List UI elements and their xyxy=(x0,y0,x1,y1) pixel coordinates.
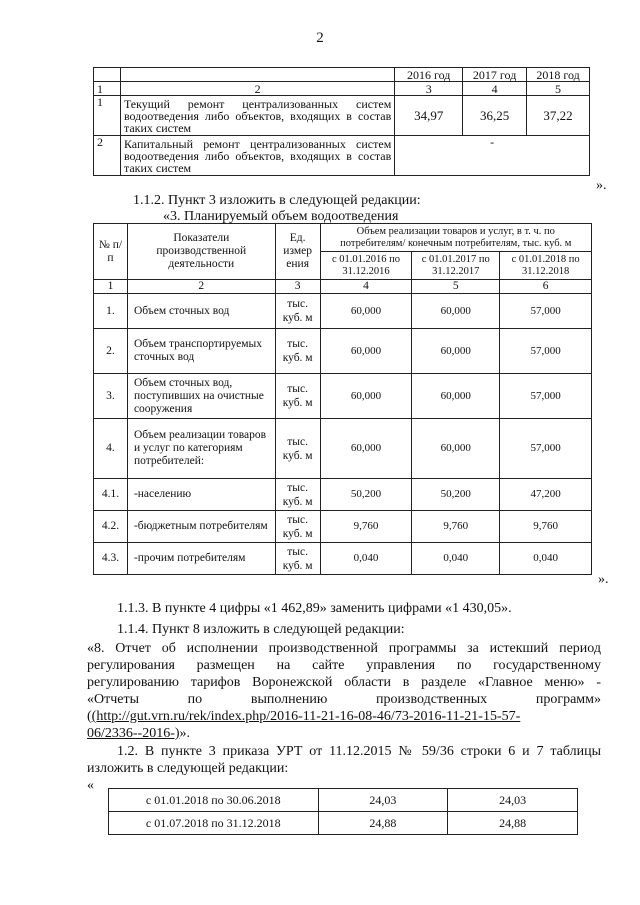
value-2016: 60,000 xyxy=(320,374,412,419)
unit: тыс. куб. м xyxy=(275,294,320,329)
unit: тыс. куб. м xyxy=(275,511,320,543)
tariff-table xyxy=(108,788,578,835)
row-number: 4.1. xyxy=(94,479,128,511)
paragraph-8 xyxy=(87,640,601,742)
value-2017: 60,000 xyxy=(412,419,500,479)
indicator-name: -прочим потребителям xyxy=(127,543,275,575)
paragraph-8-line: регулирования размещен на сайте управления по государственному xyxy=(87,658,601,673)
repair-costs-table xyxy=(93,67,590,176)
period-header: с 01.01.2018 по 31.12.2018 xyxy=(500,252,592,280)
index-cell: 4 xyxy=(463,82,527,96)
value-2016: 50,200 xyxy=(320,479,412,511)
paragraph-8-line: «Отчеты по выполнению производственных программ» xyxy=(87,692,601,707)
opening-quote: « xyxy=(87,778,94,793)
report-link-continued[interactable]: 06/2336--2016-) xyxy=(87,726,180,741)
empty-header-cell xyxy=(94,68,121,82)
col-header-group: Объем реализации товаров и услуг, в т. ч. по потребителям/ конечным потребителям, тыс. куб. м xyxy=(320,224,591,252)
unit: тыс. куб. м xyxy=(275,419,320,479)
value-2016: 34,97 xyxy=(395,96,463,136)
period: с 01.07.2018 по 31.12.2018 xyxy=(109,812,319,835)
unit: тыс. куб. м xyxy=(275,543,320,575)
period-header: с 01.01.2016 по 31.12.2016 xyxy=(320,252,412,280)
row-number: 3. xyxy=(94,374,128,419)
value-2018: 57,000 xyxy=(500,374,592,419)
paragraph-1-2-line: 1.2. В пункте 3 приказа УРТ от 11.12.2015 № 59/36 строки 6 и 7 таблицы xyxy=(117,744,601,759)
value-2018: 9,760 xyxy=(500,511,592,543)
year-header: 2016 год xyxy=(395,68,463,82)
table-row xyxy=(94,374,592,419)
value-2016: 60,000 xyxy=(320,419,412,479)
tariff-value: 24,03 xyxy=(448,789,578,812)
index-cell: 3 xyxy=(395,82,463,96)
table-row xyxy=(94,419,592,479)
paragraph-8-link-line xyxy=(87,708,601,725)
link-close-quote: ». xyxy=(179,726,191,741)
row-number: 2 xyxy=(94,136,121,176)
paragraph-1-1-2: 1.1.2. Пункт 3 изложить в следующей редакции: xyxy=(133,193,421,208)
value-2016: 60,000 xyxy=(320,294,412,329)
unit: тыс. куб. м xyxy=(275,479,320,511)
index-cell: 6 xyxy=(500,280,592,294)
unit: тыс. куб. м xyxy=(275,374,320,419)
index-cell: 1 xyxy=(94,82,121,96)
row-number: 4.2. xyxy=(94,511,128,543)
table-row xyxy=(94,329,592,374)
value-2018: 0,040 xyxy=(500,543,592,575)
value-2018: 57,000 xyxy=(500,419,592,479)
row-number: 1. xyxy=(94,294,128,329)
value-2018: 57,000 xyxy=(500,294,592,329)
period-header: с 01.01.2017 по 31.12.2017 xyxy=(412,252,500,280)
indicator-name: Объем транспортируемых сточных вод xyxy=(127,329,275,374)
closing-quote: ». xyxy=(598,572,609,587)
value-2017: 9,760 xyxy=(412,511,500,543)
unit: тыс. куб. м xyxy=(275,329,320,374)
col-header-indicator: Показатели производственной деятельности xyxy=(127,224,275,280)
table-row xyxy=(109,812,578,835)
paragraph-1-2 xyxy=(87,743,601,794)
tariff-value: 24,03 xyxy=(318,789,448,812)
value-2016: 9,760 xyxy=(320,511,412,543)
index-cell: 4 xyxy=(320,280,412,294)
table-row xyxy=(109,789,578,812)
value-2017: 50,200 xyxy=(412,479,500,511)
row-number: 4. xyxy=(94,419,128,479)
indicator-name: -бюджетным потребителям xyxy=(127,511,275,543)
indicator-name: Объем сточных вод, поступивших на очистные сооружения xyxy=(127,374,275,419)
row-number: 4.3. xyxy=(94,543,128,575)
value-2017: 60,000 xyxy=(412,329,500,374)
closing-quote: ». xyxy=(596,178,607,193)
table-row xyxy=(94,294,592,329)
value-2017: 0,040 xyxy=(412,543,500,575)
indicator-name: -населению xyxy=(127,479,275,511)
table-row xyxy=(94,479,592,511)
paragraph-8-line: «8. Отчет об исполнении производственной программы за истекший период xyxy=(87,641,601,656)
index-cell: 5 xyxy=(412,280,500,294)
year-header: 2017 год xyxy=(463,68,527,82)
row-number: 2. xyxy=(94,329,128,374)
paragraph-1-1-4: 1.1.4. Пункт 8 изложить в следующей редакции: xyxy=(117,622,405,637)
paragraph-1-2-line: изложить в следующей редакции: xyxy=(87,761,289,776)
row-number: 1 xyxy=(94,96,121,136)
page-number: 2 xyxy=(316,30,324,46)
index-cell: 3 xyxy=(275,280,320,294)
row-text: Текущий ремонт централизованных систем водоотведения либо объектов, входящих в состав таких систем xyxy=(120,96,394,136)
indicator-name: Объем реализации товаров и услуг по категориям потребителей: xyxy=(127,419,275,479)
value-2017: 60,000 xyxy=(412,374,500,419)
empty-header-cell xyxy=(120,68,394,82)
merged-value: - xyxy=(395,136,590,176)
value-2016: 60,000 xyxy=(320,329,412,374)
index-cell: 2 xyxy=(120,82,394,96)
paragraph-8-line: регулированию тарифов Воронежской области в разделе «Главное меню» - xyxy=(87,675,601,690)
table-row xyxy=(94,543,592,575)
value-2017: 60,000 xyxy=(412,294,500,329)
col-header-number: № п/п xyxy=(94,224,128,280)
paragraph-1-1-3: 1.1.3. В пункте 4 цифры «1 462,89» заменить цифрами «1 430,05». xyxy=(117,601,512,616)
value-2016: 0,040 xyxy=(320,543,412,575)
section-title: «3. Планируемый объем водоотведения xyxy=(163,209,399,224)
index-cell: 1 xyxy=(94,280,128,294)
value-2018: 47,200 xyxy=(500,479,592,511)
value-2018: 57,000 xyxy=(500,329,592,374)
table-row xyxy=(94,511,592,543)
year-header: 2018 год xyxy=(527,68,590,82)
indicator-name: Объем сточных вод xyxy=(127,294,275,329)
wastewater-volume-table xyxy=(93,223,592,575)
value-2018: 37,22 xyxy=(527,96,590,136)
link-open-paren: ( xyxy=(87,709,92,724)
tariff-value: 24,88 xyxy=(448,812,578,835)
row-text: Капитальный ремонт централизованных систем водоотведения либо объектов, входящих в состав таких систем xyxy=(120,136,394,176)
tariff-value: 24,88 xyxy=(318,812,448,835)
period: с 01.01.2018 по 30.06.2018 xyxy=(109,789,319,812)
value-2017: 36,25 xyxy=(463,96,527,136)
report-link[interactable]: (http://gut.vrn.ru/rek/index.php/2016-11-21-16-08-46/73-2016-11-21-15-57- xyxy=(91,709,521,724)
paragraph-8-link-line xyxy=(87,725,601,742)
index-cell: 5 xyxy=(527,82,590,96)
col-header-unit: Ед. измер ения xyxy=(275,224,320,280)
index-cell: 2 xyxy=(127,280,275,294)
